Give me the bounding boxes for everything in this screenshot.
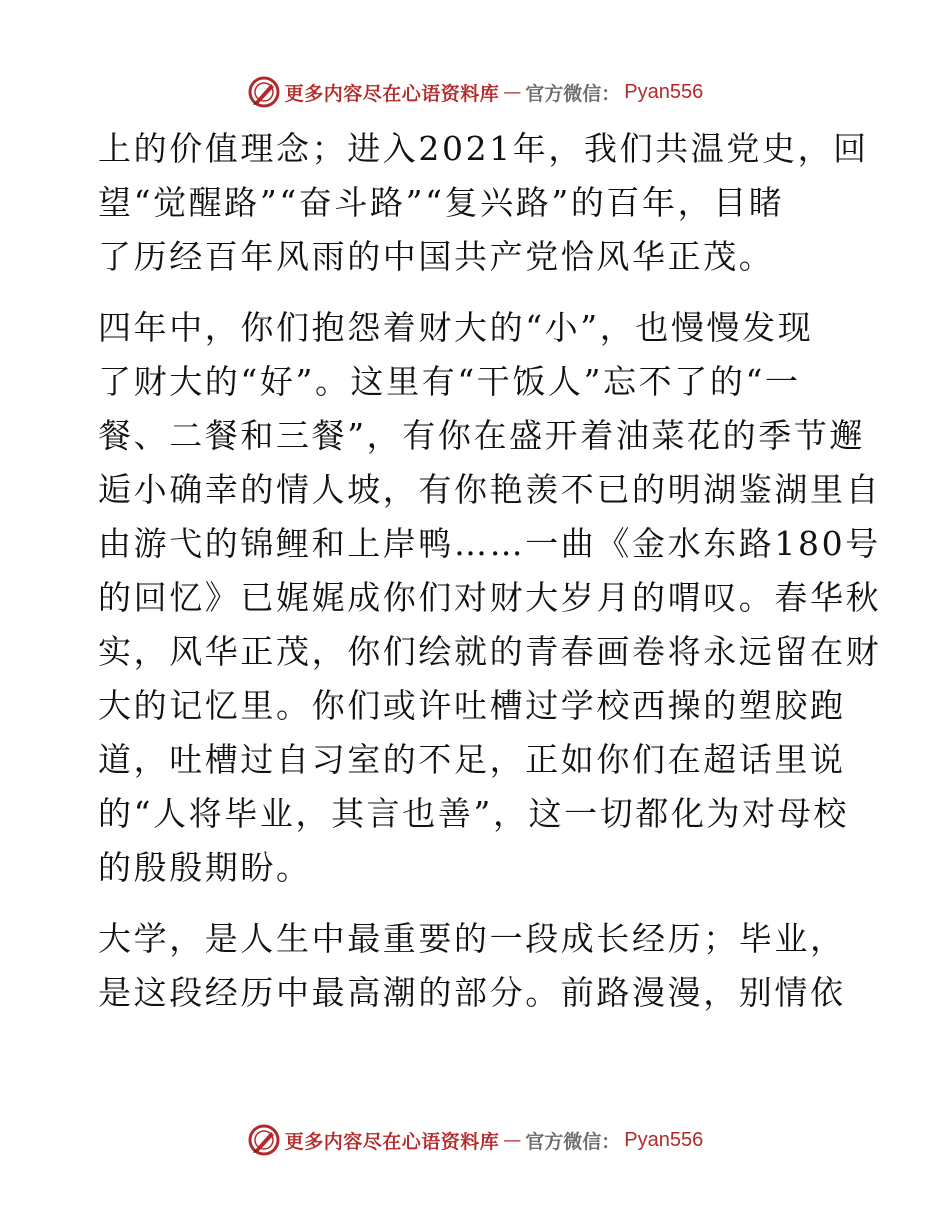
- paragraph-3: [98, 912, 858, 1020]
- text-line: 逅小确幸的情人坡，有你艳羡不已的明湖鉴湖里自: [98, 470, 882, 509]
- paragraph-1: [98, 122, 869, 284]
- banner-wechat-label: 官方微信：: [525, 1130, 621, 1153]
- text-line: 了财大的“好”。这里有“干饭人”忘不了的“一: [98, 362, 801, 401]
- banner-dash: —: [503, 81, 522, 103]
- banner-wechat-id: Pyan556: [624, 80, 704, 103]
- text-line: 是这段经历中最高潮的部分。前路漫漫，别情依: [98, 973, 846, 1012]
- text-line: 餐、二餐和三餐”，有你在盛开着油菜花的季节邂: [98, 416, 866, 455]
- footer-banner: [0, 1120, 950, 1160]
- text-line: 的殷殷期盼。: [98, 848, 312, 887]
- pen-logo-icon: [247, 75, 281, 109]
- text-line: 的回忆》已娓娓成你们对财大岁月的喟叹。春华秋: [98, 578, 882, 617]
- banner-brand-text: 更多内容尽在心语资料库: [284, 1130, 500, 1153]
- text-line: 望“觉醒路”“奋斗路”“复兴路”的百年，目睹: [98, 183, 785, 222]
- banner-wechat-id: Pyan556: [624, 1128, 704, 1151]
- pen-logo-icon: [247, 1123, 281, 1157]
- text-line: 道，吐槽过自习室的不足，正如你们在超话里说: [98, 740, 846, 779]
- text-line: 大学，是人生中最重要的一段成长经历；毕业，: [98, 919, 846, 958]
- text-line: 实，风华正茂，你们绘就的青春画卷将永远留在财: [98, 632, 882, 671]
- banner-brand-text: 更多内容尽在心语资料库: [284, 82, 500, 105]
- text-line: 大的记忆里。你们或许吐槽过学校西操的塑胶跑: [98, 686, 846, 725]
- text-line: 上的价值理念；进入2021年，我们共温党史，回: [98, 129, 869, 168]
- header-banner: [0, 72, 950, 112]
- document-body: [98, 122, 882, 1020]
- paragraph-gap: [98, 895, 858, 912]
- text-line: 的“人将毕业，其言也善”，这一切都化为对母校: [98, 794, 849, 833]
- paragraph-2: [98, 301, 882, 895]
- text-line: 四年中，你们抱怨着财大的“小”，也慢慢发现: [98, 308, 814, 347]
- banner-wechat-label: 官方微信：: [525, 82, 621, 105]
- banner-dash: —: [503, 1129, 522, 1151]
- text-line: 由游弋的锦鲤和上岸鸭……一曲《金水东路180号: [98, 524, 881, 563]
- text-line: 了历经百年风雨的中国共产党恰风华正茂。: [98, 237, 775, 276]
- paragraph-gap: [98, 284, 858, 301]
